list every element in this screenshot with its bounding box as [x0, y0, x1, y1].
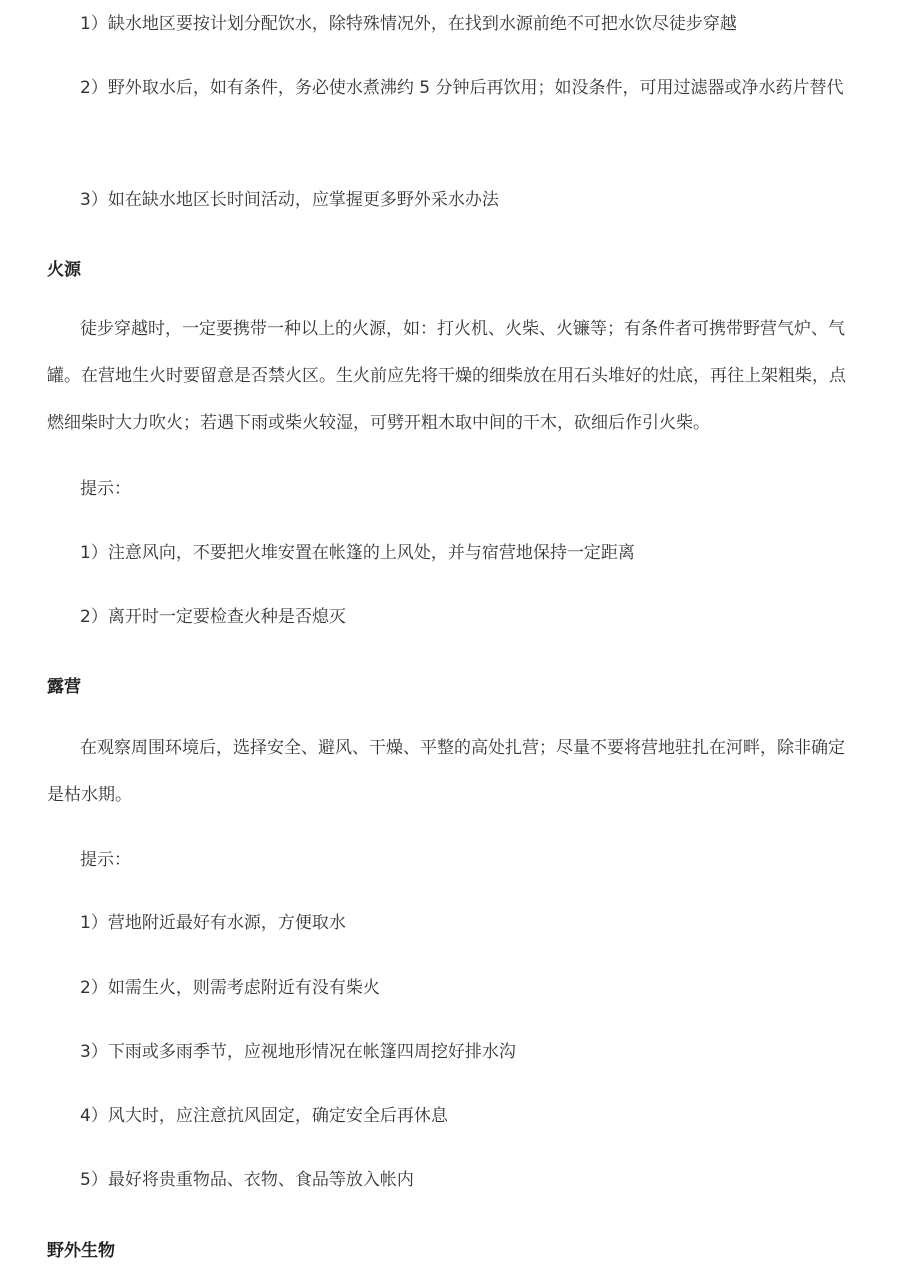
water-item-2: 2）野外取水后，如有条件，务必使水煮沸约 5 分钟后再饮用；如没条件，可用过滤器或净水药片替代 — [80, 78, 844, 98]
fire-tip-1: 1）注意风向，不要把火堆安置在帐篷的上风处，并与宿营地保持一定距离 — [80, 543, 635, 563]
section-heading-fire: 火源 — [47, 260, 81, 280]
camping-tip-4: 4）风大时，应注意抗风固定，确定安全后再休息 — [80, 1106, 448, 1126]
fire-tip-label: 提示： — [80, 479, 131, 499]
camping-tip-1: 1）营地附近最好有水源，方便取水 — [80, 913, 346, 933]
camping-tip-label: 提示： — [80, 850, 131, 870]
camping-tip-5: 5）最好将贵重物品、衣物、食品等放入帐内 — [80, 1170, 414, 1190]
camping-tip-3: 3）下雨或多雨季节，应视地形情况在帐篷四周挖好排水沟 — [80, 1042, 516, 1062]
fire-body: 徒步穿越时，一定要携带一种以上的火源，如：打火机、火柴、火镰等；有条件者可携带野营气炉、气罐。在营地生火时要留意是否禁火区。生火前应先将干燥的细柴放在用石头堆好的灶底，再往上架粗柴，点燃细柴时大力吹火；若遇下雨或柴火较湿，可劈开粗木取中间的干木，砍细后作引火柴。 — [47, 319, 846, 433]
camping-body: 在观察周围环境后，选择安全、避风、干燥、平整的高处扎营；尽量不要将营地驻扎在河畔，除非确定是枯水期。 — [47, 738, 845, 805]
water-item-1: 1）缺水地区要按计划分配饮水，除特殊情况外，在找到水源前绝不可把水饮尽徒步穿越 — [80, 14, 737, 34]
section-heading-wildlife: 野外生物 — [47, 1241, 115, 1261]
water-item-3: 3）如在缺水地区长时间活动，应掌握更多野外采水办法 — [80, 190, 499, 210]
fire-tip-2: 2）离开时一定要检查火种是否熄灭 — [80, 607, 346, 627]
section-heading-camping: 露营 — [47, 677, 81, 697]
camping-tip-2: 2）如需生火，则需考虑附近有没有柴火 — [80, 978, 380, 998]
